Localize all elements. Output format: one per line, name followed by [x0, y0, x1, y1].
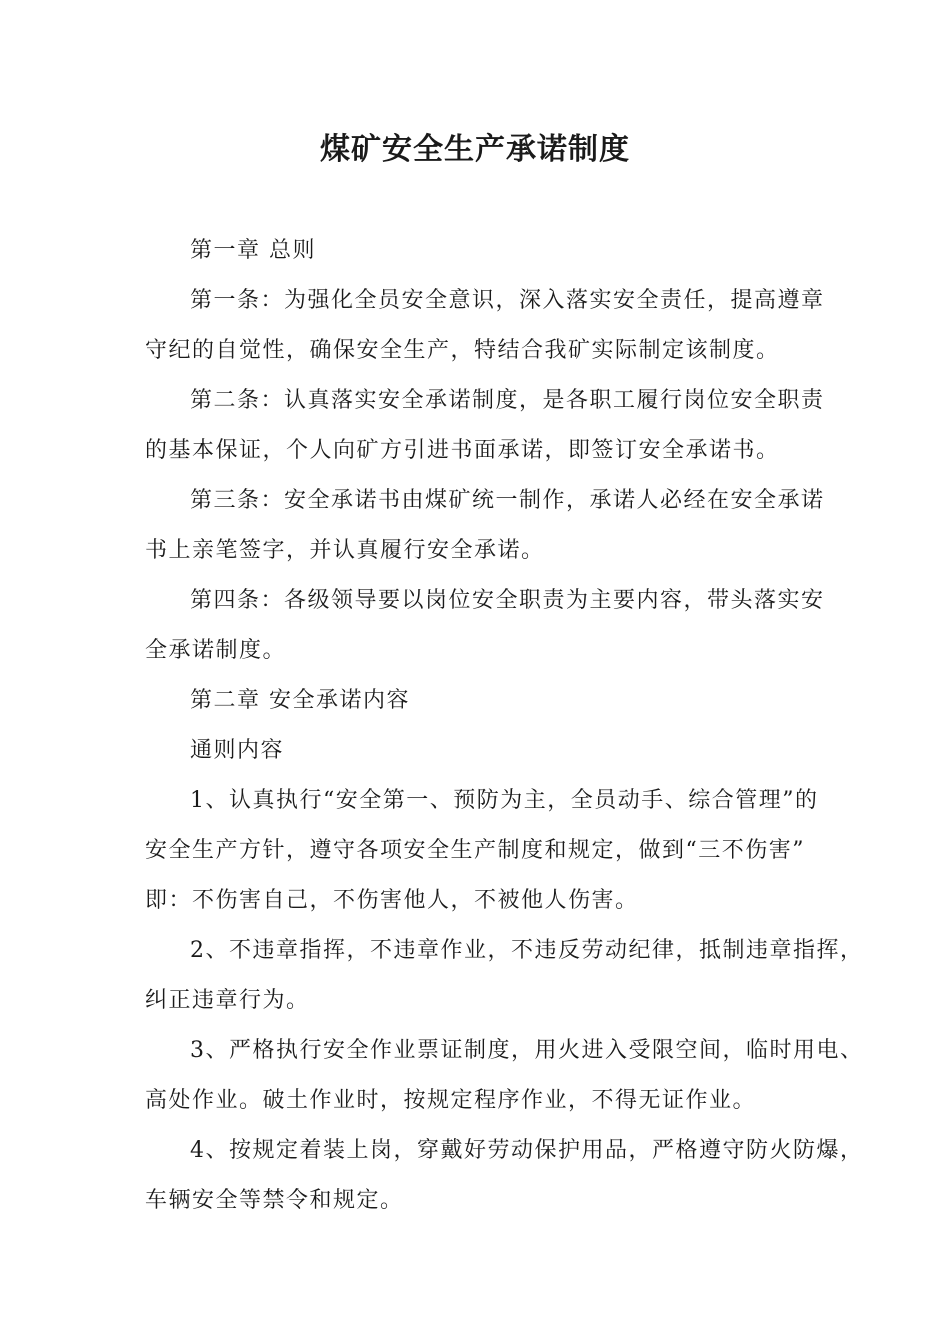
item-1-line-1: 1、认真执行“安全第一、预防为主，全员动手、综合管理”的 [190, 788, 819, 813]
article-1-line-2: 守纪的自觉性，确保安全生产，特结合我矿实际制定该制度。 [145, 338, 780, 363]
document-title: 煤矿安全生产承诺制度 [320, 132, 630, 167]
article-2-line-1: 第二条：认真落实安全承诺制度，是各职工履行岗位安全职责 [190, 388, 825, 413]
item-4-line-1: 4、按规定着装上岗，穿戴好劳动保护用品，严格遵守防火防爆， [190, 1138, 864, 1163]
item-3-line-2: 高处作业。破土作业时，按规定程序作业，不得无证作业。 [145, 1088, 757, 1113]
general-content-heading: 通则内容 [190, 738, 285, 763]
article-3-line-2: 书上亲笔签字，并认真履行安全承诺。 [145, 538, 545, 563]
article-4-line-1: 第四条：各级领导要以岗位安全职责为主要内容，带头落实安 [190, 588, 825, 613]
item-1-line-3: 即：不伤害自己，不伤害他人，不被他人伤害。 [145, 888, 639, 913]
article-3-line-1: 第三条：安全承诺书由煤矿统一制作，承诺人必经在安全承诺 [190, 488, 825, 513]
chapter-1-heading: 第一章 总则 [190, 238, 316, 263]
item-1-line-2: 安全生产方针，遵守各项安全生产制度和规定，做到“三不伤害” [145, 838, 805, 863]
item-3-line-1: 3、严格执行安全作业票证制度，用火进入受限空间，临时用电、 [190, 1038, 864, 1063]
article-4-line-2: 全承诺制度。 [145, 638, 287, 663]
chapter-2-heading: 第二章 安全承诺内容 [190, 688, 410, 713]
article-1-line-1: 第一条：为强化全员安全意识，深入落实安全责任，提高遵章 [190, 288, 825, 313]
article-2-line-2: 的基本保证，个人向矿方引进书面承诺，即签订安全承诺书。 [145, 438, 780, 463]
item-4-line-2: 车辆安全等禁令和规定。 [145, 1188, 404, 1213]
item-2-line-2: 纠正违章行为。 [145, 988, 310, 1013]
item-2-line-1: 2、不违章指挥，不违章作业，不违反劳动纪律，抵制违章指挥， [190, 938, 864, 963]
